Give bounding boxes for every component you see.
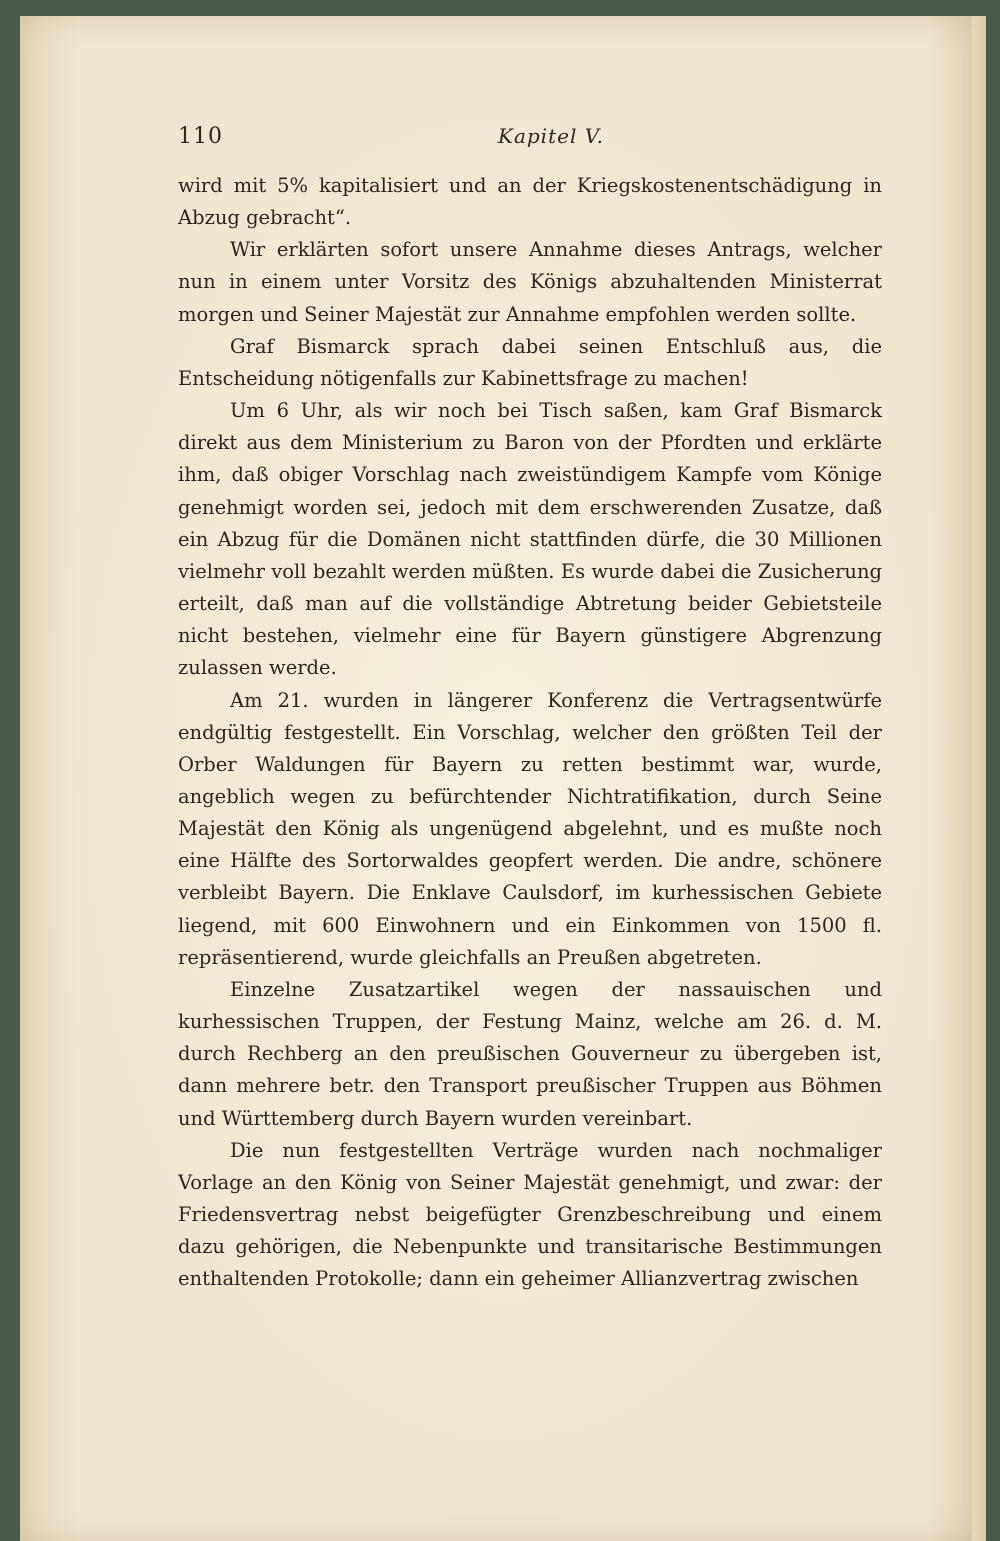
paragraph: Um 6 Uhr, als wir noch bei Tisch saßen, kam Graf Bismarck direkt aus dem Ministerium zu Baron von der Pfordten und erklärte ihm, daß obiger Vorschlag nach zweistündigem Kampfe vom Könige genehmigt worden sei, jedoch mit dem erschwerenden Zusatze, daß ein Abzug für die Domänen nicht stattfinden dürfe, die 30 Millionen vielmehr voll bezahlt werden müßten. Es wurde dabei die Zusicherung erteilt, daß man auf die vollständige Abtretung beider Gebietsteile nicht bestehen, vielmehr eine für Bayern günstigere Abgrenzung zulassen werde. xyxy=(178,399,882,680)
running-head: Kapitel V. xyxy=(498,124,604,148)
paragraph: Wir erklärten sofort unsere Annahme dieses Antrags, welcher nun in einem unter Vorsitz des Königs abzuhaltenden Ministerrat morgen und Seiner Majestät zur Annahme empfohlen werden sollte. xyxy=(178,238,882,326)
paragraph: Am 21. wurden in längerer Konferenz die Vertragsentwürfe endgültig festgestellt. Ein Vorschlag, welcher den größten Teil der Orber Waldungen für Bayern zu retten bestimmt war, wurde, angeblich wegen zu befürchtender Nichtratifikation, durch Seine Majestät den König als ungenügend abgelehnt, und es mußte noch eine Hälfte des Sortorwaldes geopfert werden. Die andre, schönere verbleibt Bayern. Die Enklave Caulsdorf, im kurhessischen Gebiete liegend, mit 600 Einwohnern und ein Einkommen von 1500 fl. repräsentierend, wurde gleichfalls an Preußen abgetreten. xyxy=(178,688,882,969)
page-number: 110 xyxy=(178,124,223,149)
paragraph: Graf Bismarck sprach dabei seinen Entschluß aus, die Entscheidung nötigenfalls zur Kabinettsfrage zu machen! xyxy=(178,334,882,390)
paragraph: Einzelne Zusatzartikel wegen der nassauischen und kurhessischen Truppen, der Festung Mainz, welche am 26. d. M. durch Rechberg an den preußischen Gouverneur zu übergeben ist, dann mehrere betr. den Transport preußischer Truppen aus Böhmen und Württemberg durch Bayern wurden vereinbart. xyxy=(178,977,882,1130)
paragraph: Die nun festgestellten Verträge wurden nach nochmaliger Vorlage an den König von Seiner Majestät genehmigt, und zwar: der Friedensvertrag nebst beigefügter Grenzbeschreibung und einem dazu gehörigen, die Nebenpunkte und transitarische Bestimmungen enthaltenden Protokolle; dann ein geheimer Allianzvertrag zwischen xyxy=(178,1138,882,1291)
page-header xyxy=(178,124,878,154)
page-edge xyxy=(972,16,986,1541)
paragraph-continuation: wird mit 5% kapitalisiert und an der Kriegskostenentschädigung in Abzug gebracht“. xyxy=(178,174,882,230)
body-text xyxy=(178,170,882,1295)
